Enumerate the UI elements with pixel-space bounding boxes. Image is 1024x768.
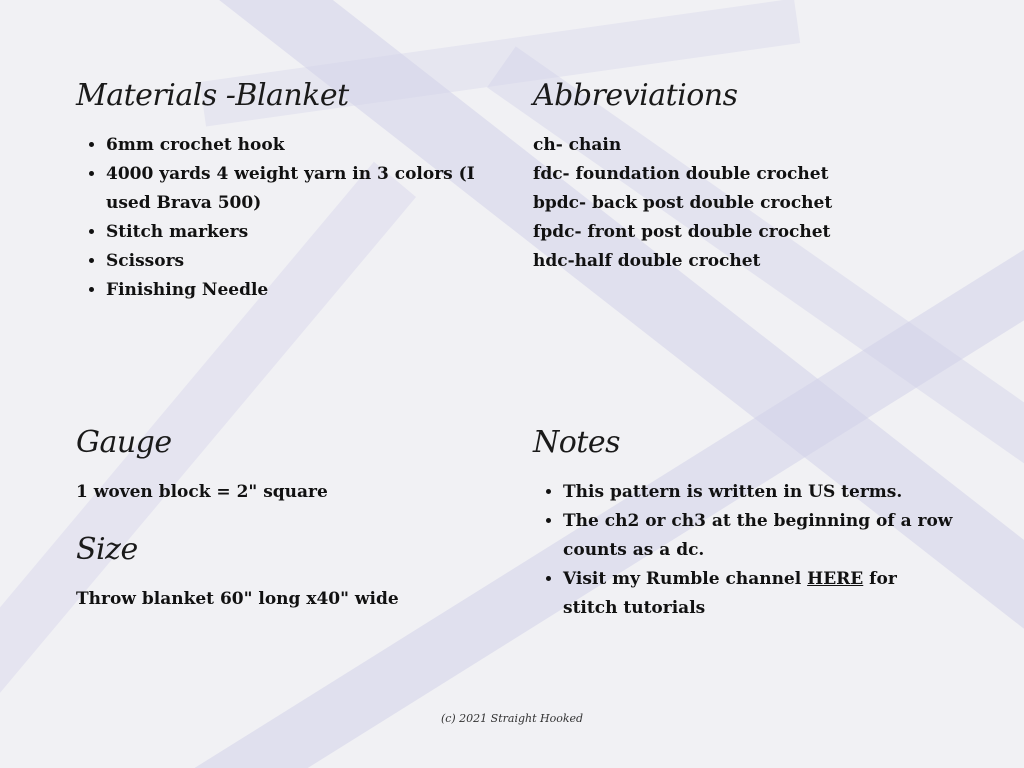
list-item: • Stitch markers [106,218,496,247]
size-text: Throw blanket 60" long x40" wide [76,589,399,609]
size-heading: Size [76,532,138,567]
abbreviation-item: ch- chain [533,135,622,155]
notes-list [533,478,953,623]
abbreviation-item: fpdc- front post double crochet [533,222,831,242]
copyright-footer: (c) 2021 Straight Hooked [440,712,584,725]
abbreviation-item: bpdc- back post double crochet [533,193,833,213]
note-text: Visit my Rumble channel [563,569,808,589]
rumble-link[interactable]: HERE [807,569,864,589]
abbreviations-section [533,78,973,276]
gauge-text: 1 woven block = 2" square [76,482,328,502]
notes-heading: Notes [533,425,621,460]
list-item: • 4000 yards 4 weight yarn in 3 colors (I used Brava 500) [106,160,496,218]
list-item: • 6mm crochet hook [106,131,496,160]
note-text: for stitch tutorials [563,569,897,618]
list-item: • Finishing Needle [106,276,496,305]
list-item: • The ch2 or ch3 at the beginning of a row counts as a dc. [563,507,953,565]
abbreviations-heading: Abbreviations [533,78,738,113]
materials-heading: Materials -Blanket [76,78,349,113]
size-section [76,532,496,614]
list-item: • Scissors [106,247,496,276]
list-item [563,565,953,623]
materials-list [76,131,496,305]
list-item: • This pattern is written in US terms. [563,478,953,507]
gauge-section [76,425,496,507]
materials-section [76,78,496,305]
abbreviation-item: hdc-half double crochet [533,251,761,271]
gauge-heading: Gauge [76,425,172,460]
abbreviation-item: fdc- foundation double crochet [533,164,829,184]
notes-section [533,425,953,623]
